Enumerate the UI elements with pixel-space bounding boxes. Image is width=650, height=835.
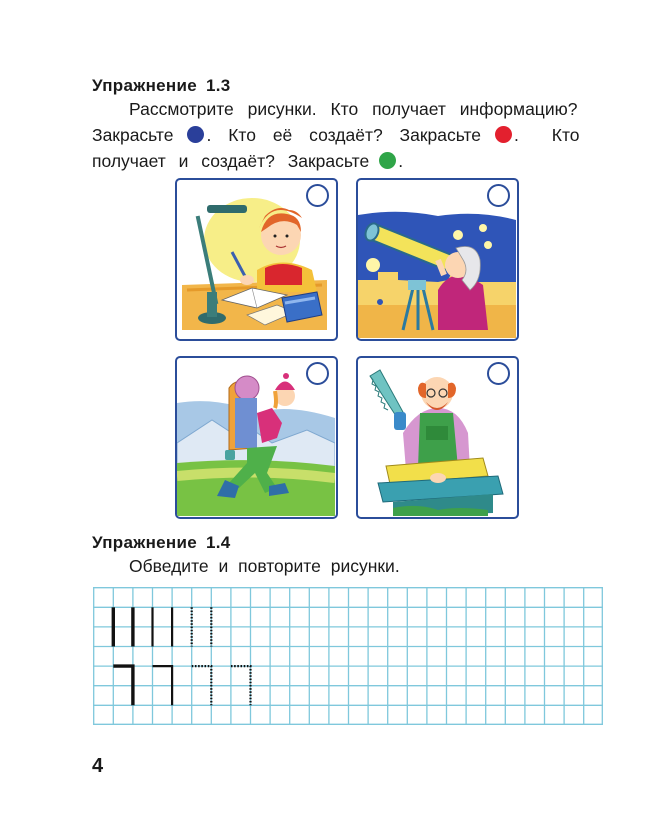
- instruction-text: Закрасьте: [92, 125, 174, 145]
- answer-circle-2[interactable]: [487, 184, 510, 207]
- exercise-1-4-instruction: Обведите и повторите рисунки.: [129, 556, 400, 576]
- page-number: 4: [92, 755, 104, 777]
- answer-circle-3[interactable]: [306, 362, 329, 385]
- instruction-text: получает и создаёт? Закрасьте: [92, 151, 370, 171]
- green-dot-icon: [379, 152, 396, 169]
- instruction-line-3: [92, 148, 607, 174]
- instruction-text: .: [398, 151, 404, 171]
- answer-circle-4[interactable]: [487, 362, 510, 385]
- grid-lines: [93, 587, 603, 725]
- instruction-line-1: Рассмотрите рисунки. Кто получает информацию?: [129, 99, 578, 119]
- picture-boy-writing: [175, 178, 338, 341]
- exercise-1-4-title: Упражнение 1.4: [92, 533, 231, 552]
- exercise-1-3-instructions: [92, 96, 607, 174]
- picture-hiker: [175, 356, 338, 519]
- tracing-grid[interactable]: [93, 587, 603, 725]
- blue-dot-icon: [187, 126, 204, 143]
- instruction-text: . Кто: [514, 125, 580, 145]
- instruction-line-2: [92, 122, 607, 148]
- answer-circle-1[interactable]: [306, 184, 329, 207]
- instruction-text: . Кто её создаёт? Закрасьте: [206, 125, 482, 145]
- grid-svg: [93, 587, 603, 725]
- picture-carpenter: [356, 356, 519, 519]
- exercise-1-3-title: Упражнение 1.3: [92, 76, 231, 95]
- picture-astronomer: [356, 178, 519, 341]
- red-dot-icon: [495, 126, 512, 143]
